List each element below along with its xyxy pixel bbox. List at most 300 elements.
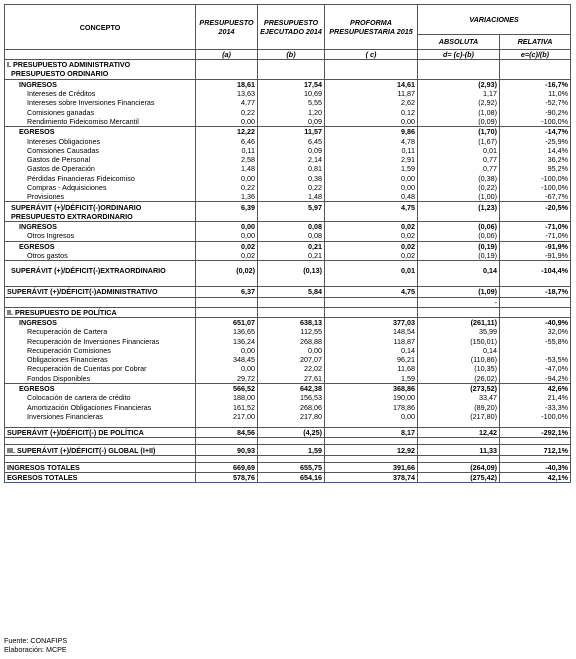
spacer-cell	[5, 438, 196, 445]
value-cell-d: 33,47	[418, 393, 500, 402]
table-row	[5, 183, 571, 192]
value-cell-e: 32,0%	[500, 327, 571, 336]
value-cell-b: 2,14	[258, 155, 325, 164]
row-label: Colocación de cartera de crédito	[5, 393, 196, 402]
value-cell-d: (1,70)	[418, 127, 500, 137]
row-label: EGRESOS	[5, 383, 196, 393]
value-cell-e: -18,7%	[500, 287, 571, 297]
spacer-cell	[5, 455, 196, 462]
value-cell-d: (26,02)	[418, 374, 500, 384]
header-proforma-2015: PROFORMA PRESUPUESTARIA 2015	[325, 5, 418, 50]
value-cell-c: 391,66	[325, 462, 418, 472]
value-cell-b: 655,75	[258, 462, 325, 472]
value-cell-b: 0,21	[258, 251, 325, 261]
value-cell-c: 96,21	[325, 355, 418, 364]
header-letter-e: e=(c)/(b)	[500, 50, 571, 60]
value-cell-b: 268,88	[258, 336, 325, 345]
value-cell-a: 13,63	[196, 89, 258, 98]
value-cell-a: 1,36	[196, 192, 258, 202]
value-cell-c: 377,03	[325, 317, 418, 327]
spacer-cell	[325, 455, 418, 462]
value-cell-b: (4,25)	[258, 428, 325, 438]
value-cell-e: 14,4%	[500, 146, 571, 155]
spacer-row	[5, 455, 571, 462]
value-cell-d: 12,42	[418, 428, 500, 438]
value-cell-d: (2,92)	[418, 98, 500, 107]
row-label: Recuperación Comisiones	[5, 346, 196, 355]
budget-table-container	[4, 4, 570, 483]
value-cell-c: 178,86	[325, 403, 418, 412]
value-cell-c	[325, 212, 418, 222]
table-row	[5, 89, 571, 98]
value-cell-d: (273,52)	[418, 383, 500, 393]
dash-cell: -	[418, 297, 500, 307]
value-cell-a: 188,00	[196, 393, 258, 402]
spacer-cell	[196, 438, 258, 445]
header-letter-a: (a)	[196, 50, 258, 60]
value-cell-c: 12,92	[325, 445, 418, 455]
footer	[4, 636, 67, 654]
value-cell-d	[418, 212, 500, 222]
table-row	[5, 174, 571, 183]
value-cell-d: (0,19)	[418, 241, 500, 251]
value-cell-c: 0,11	[325, 146, 418, 155]
value-cell-e: -20,5%	[500, 202, 571, 212]
table-row	[5, 251, 571, 261]
value-cell-e: -55,8%	[500, 336, 571, 345]
row-label: INGRESOS	[5, 317, 196, 327]
value-cell-d: (261,11)	[418, 317, 500, 327]
value-cell-a: 136,24	[196, 336, 258, 345]
value-cell-d: (10,35)	[418, 364, 500, 373]
value-cell-b: 1,48	[258, 192, 325, 202]
row-label: EGRESOS	[5, 127, 196, 137]
table-row	[5, 146, 571, 155]
table-row	[5, 212, 571, 222]
value-cell-c: 8,17	[325, 428, 418, 438]
value-cell-e: -40,3%	[500, 462, 571, 472]
value-cell-c: 118,87	[325, 336, 418, 345]
value-cell-b: 6,45	[258, 136, 325, 145]
value-cell-c	[325, 307, 418, 317]
value-cell-e: -100,0%	[500, 412, 571, 421]
row-label: SUPERÁVIT (+)/DÉFICIT(-)EXTRAORDINARIO	[5, 261, 196, 281]
value-cell-b: 0,09	[258, 146, 325, 155]
header-letter-c: ( c)	[325, 50, 418, 60]
value-cell-a: 217,00	[196, 412, 258, 421]
table-row	[5, 241, 571, 251]
value-cell-d: (1,09)	[418, 287, 500, 297]
value-cell-e	[500, 69, 571, 79]
table-row	[5, 317, 571, 327]
value-cell-e: -14,7%	[500, 127, 571, 137]
value-cell-a: 0,00	[196, 346, 258, 355]
spacer-cell	[196, 455, 258, 462]
row-label: Obligaciones Financieras	[5, 355, 196, 364]
value-cell-a: 18,61	[196, 79, 258, 89]
value-cell-a: 12,22	[196, 127, 258, 137]
value-cell-d: (217,80)	[418, 412, 500, 421]
spacer-cell	[418, 438, 500, 445]
table-row	[5, 364, 571, 373]
value-cell-b: 0,00	[258, 346, 325, 355]
value-cell-d: (0,38)	[418, 174, 500, 183]
value-cell-c: 1,59	[325, 374, 418, 384]
table-body	[5, 60, 571, 483]
value-cell-a: 136,65	[196, 327, 258, 336]
value-cell-c	[325, 60, 418, 70]
value-cell-b: 112,55	[258, 327, 325, 336]
value-cell-b: 217,80	[258, 412, 325, 421]
header-ejecutado-2014: PRESUPUESTO EJECUTADO 2014	[258, 5, 325, 50]
spacer-cell	[258, 438, 325, 445]
spacer-cell	[258, 455, 325, 462]
table-row	[5, 202, 571, 212]
value-cell-e: 712,1%	[500, 445, 571, 455]
table-row	[5, 355, 571, 364]
table-row	[5, 307, 571, 317]
value-cell-e	[500, 307, 571, 317]
table-row	[5, 222, 571, 232]
value-cell-c: 148,54	[325, 327, 418, 336]
value-cell-d: 35,99	[418, 327, 500, 336]
row-label: Comisiones ganadas	[5, 107, 196, 116]
value-cell-b	[258, 60, 325, 70]
footer-source: Fuente: CONAFIPS	[4, 636, 68, 645]
spacer-cell	[196, 297, 258, 307]
header-relativa: RELATIVA	[500, 34, 571, 49]
spacer-cell	[500, 438, 571, 445]
value-cell-e: -33,3%	[500, 403, 571, 412]
table-row	[5, 69, 571, 79]
value-cell-d: (110,86)	[418, 355, 500, 364]
value-cell-b: 207,07	[258, 355, 325, 364]
table-row	[5, 98, 571, 107]
spacer-cell	[325, 438, 418, 445]
table-row	[5, 393, 571, 402]
value-cell-d: 0,14	[418, 346, 500, 355]
table-row	[5, 231, 571, 241]
value-cell-a: 161,52	[196, 403, 258, 412]
value-cell-a: 4,77	[196, 98, 258, 107]
table-row	[5, 155, 571, 164]
value-cell-e: -94,2%	[500, 374, 571, 384]
budget-table	[4, 4, 571, 483]
table-row	[5, 127, 571, 137]
row-label: Gastos de Operación	[5, 164, 196, 173]
value-cell-d: (89,20)	[418, 403, 500, 412]
value-cell-a: 651,07	[196, 317, 258, 327]
value-cell-d	[418, 69, 500, 79]
value-cell-c: 4,75	[325, 202, 418, 212]
table-row	[5, 60, 571, 70]
value-cell-c: 1,59	[325, 164, 418, 173]
value-cell-d: (264,09)	[418, 462, 500, 472]
row-label: Gastos de Personal	[5, 155, 196, 164]
value-cell-d: (0,06)	[418, 231, 500, 241]
value-cell-b: 27,61	[258, 374, 325, 384]
row-label: Pérdidas Financieras Fideicomiso	[5, 174, 196, 183]
value-cell-e: -40,9%	[500, 317, 571, 327]
value-cell-d: (1,23)	[418, 202, 500, 212]
header-variaciones: VARIACIONES	[418, 5, 571, 35]
value-cell-d: 0,01	[418, 146, 500, 155]
value-cell-b	[258, 69, 325, 79]
spacer-cell	[500, 455, 571, 462]
value-cell-e: 11,0%	[500, 89, 571, 98]
value-cell-e	[500, 212, 571, 222]
value-cell-c: 0,01	[325, 261, 418, 281]
value-cell-d: (1,00)	[418, 192, 500, 202]
value-cell-d	[418, 60, 500, 70]
value-cell-b: 5,84	[258, 287, 325, 297]
value-cell-b	[258, 212, 325, 222]
value-cell-d	[418, 307, 500, 317]
row-label: SUPERÁVIT (+)/DÉFICIT(-)ADMINISTRATIVO	[5, 287, 196, 297]
value-cell-c: 0,02	[325, 222, 418, 232]
value-cell-b: 10,69	[258, 89, 325, 98]
table-row	[5, 261, 571, 281]
value-cell-c: 190,00	[325, 393, 418, 402]
value-cell-d: (0,22)	[418, 183, 500, 192]
value-cell-a: 29,72	[196, 374, 258, 384]
value-cell-e: 42,6%	[500, 383, 571, 393]
row-label: Provisiones	[5, 192, 196, 202]
row-label: INGRESOS	[5, 79, 196, 89]
table-row	[5, 383, 571, 393]
value-cell-a: 566,52	[196, 383, 258, 393]
row-label: III. SUPERÁVIT (+)/DÉFICIT(-) GLOBAL (I+II)	[5, 445, 196, 455]
row-label: Otros gastos	[5, 251, 196, 261]
spacer-cell	[500, 297, 571, 307]
value-cell-b: 0,08	[258, 222, 325, 232]
value-cell-a: (0,02)	[196, 261, 258, 281]
row-label: Amortización Obligaciones Financieras	[5, 403, 196, 412]
value-cell-a: 84,56	[196, 428, 258, 438]
row-label: Rendimiento Fideicomiso Mercantil	[5, 117, 196, 127]
spacer-cell	[418, 455, 500, 462]
value-cell-a	[196, 60, 258, 70]
value-cell-e: -47,0%	[500, 364, 571, 373]
row-label: Recuperación de Cartera	[5, 327, 196, 336]
value-cell-c: 4,78	[325, 136, 418, 145]
value-cell-c: 14,61	[325, 79, 418, 89]
header-letter-d: d= (c)-(b)	[418, 50, 500, 60]
value-cell-b: 22,02	[258, 364, 325, 373]
value-cell-e: -100,0%	[500, 174, 571, 183]
table-row	[5, 327, 571, 336]
row-label: II. PRESUPUESTO DE POLÍTICA	[5, 307, 196, 317]
value-cell-c: 0,00	[325, 117, 418, 127]
value-cell-c: 0,48	[325, 192, 418, 202]
value-cell-b: 1,20	[258, 107, 325, 116]
value-cell-c: 2,91	[325, 155, 418, 164]
value-cell-e: -52,7%	[500, 98, 571, 107]
value-cell-c: 0,02	[325, 251, 418, 261]
value-cell-c: 11,68	[325, 364, 418, 373]
table-row	[5, 79, 571, 89]
value-cell-a: 0,22	[196, 107, 258, 116]
value-cell-e: -91,9%	[500, 241, 571, 251]
value-cell-d: 11,33	[418, 445, 500, 455]
value-cell-c: 378,74	[325, 472, 418, 482]
value-cell-e: -67,7%	[500, 192, 571, 202]
value-cell-e: 95,2%	[500, 164, 571, 173]
value-cell-b: 0,38	[258, 174, 325, 183]
value-cell-a: 578,76	[196, 472, 258, 482]
row-label: Compras - Adquisiciones	[5, 183, 196, 192]
value-cell-b: 0,09	[258, 117, 325, 127]
value-cell-b: 5,55	[258, 98, 325, 107]
value-cell-b: 17,54	[258, 79, 325, 89]
value-cell-c: 0,00	[325, 174, 418, 183]
table-row	[5, 192, 571, 202]
value-cell-a: 0,02	[196, 251, 258, 261]
table-row	[5, 462, 571, 472]
footer-elaboration: Elaboración: MCPE	[4, 645, 67, 654]
row-label: SUPERÁVIT (+)/DÉFICIT(-) DE POLÍTICA	[5, 428, 196, 438]
row-label: INGRESOS TOTALES	[5, 462, 196, 472]
value-cell-a	[196, 212, 258, 222]
header-absoluta: ABSOLUTA	[418, 34, 500, 49]
value-cell-a: 2,58	[196, 155, 258, 164]
value-cell-b: 0,22	[258, 183, 325, 192]
spacer-cell	[258, 297, 325, 307]
value-cell-e: 21,4%	[500, 393, 571, 402]
value-cell-c: 0,02	[325, 241, 418, 251]
value-cell-b: 0,21	[258, 241, 325, 251]
value-cell-e: -100,0%	[500, 117, 571, 127]
value-cell-a: 669,69	[196, 462, 258, 472]
value-cell-a: 0,00	[196, 174, 258, 183]
row-label: Intereses Obligaciones	[5, 136, 196, 145]
row-label: Recuperación de Inversiones Financieras	[5, 336, 196, 345]
value-cell-b: 156,53	[258, 393, 325, 402]
table-row	[5, 117, 571, 127]
value-cell-e: -71,0%	[500, 222, 571, 232]
value-cell-e: 42,1%	[500, 472, 571, 482]
row-label: EGRESOS	[5, 241, 196, 251]
value-cell-e: -91,9%	[500, 251, 571, 261]
table-row	[5, 472, 571, 482]
value-cell-a: 0,00	[196, 231, 258, 241]
value-cell-b: 268,06	[258, 403, 325, 412]
value-cell-c: 368,86	[325, 383, 418, 393]
value-cell-d: (0,09)	[418, 117, 500, 127]
value-cell-a: 0,00	[196, 222, 258, 232]
value-cell-a: 0,02	[196, 241, 258, 251]
value-cell-a: 90,93	[196, 445, 258, 455]
value-cell-b: 5,97	[258, 202, 325, 212]
value-cell-a: 6,37	[196, 287, 258, 297]
spacer-row	[5, 438, 571, 445]
value-cell-d: 1,17	[418, 89, 500, 98]
row-label: Recuperación de Cuentas por Cobrar	[5, 364, 196, 373]
value-cell-e: -292,1%	[500, 428, 571, 438]
header-presupuesto-2014: PRESUPUESTO 2014	[196, 5, 258, 50]
value-cell-d: (275,42)	[418, 472, 500, 482]
table-row	[5, 287, 571, 297]
table-row	[5, 374, 571, 384]
table-row	[5, 428, 571, 438]
table-row	[5, 136, 571, 145]
row-label: Intereses de Créditos	[5, 89, 196, 98]
row-label: Inversiones Financieras	[5, 412, 196, 421]
spacer-cell	[5, 297, 196, 307]
table-row	[5, 164, 571, 173]
value-cell-b: 0,81	[258, 164, 325, 173]
value-cell-e	[500, 346, 571, 355]
value-cell-a	[196, 69, 258, 79]
header-letter-empty	[5, 50, 196, 60]
value-cell-e: -25,9%	[500, 136, 571, 145]
table-row	[5, 445, 571, 455]
value-cell-a: 348,45	[196, 355, 258, 364]
value-cell-a: 0,11	[196, 146, 258, 155]
value-cell-e: -90,2%	[500, 107, 571, 116]
value-cell-d: 0,77	[418, 164, 500, 173]
row-label: PRESUPUESTO EXTRAORDINARIO	[5, 212, 196, 222]
value-cell-b: 1,59	[258, 445, 325, 455]
value-cell-d: (150,01)	[418, 336, 500, 345]
value-cell-a: 0,00	[196, 117, 258, 127]
value-cell-e: -71,0%	[500, 231, 571, 241]
value-cell-c: 0,00	[325, 183, 418, 192]
row-label: PRESUPUESTO ORDINARIO	[5, 69, 196, 79]
value-cell-b: 11,57	[258, 127, 325, 137]
header-letter-b: (b)	[258, 50, 325, 60]
table-row	[5, 412, 571, 421]
row-label: INGRESOS	[5, 222, 196, 232]
value-cell-a: 6,46	[196, 136, 258, 145]
value-cell-b: 654,16	[258, 472, 325, 482]
value-cell-b: 642,38	[258, 383, 325, 393]
value-cell-b: 638,13	[258, 317, 325, 327]
value-cell-b: (0,13)	[258, 261, 325, 281]
table-row	[5, 403, 571, 412]
value-cell-c: 9,86	[325, 127, 418, 137]
value-cell-a: 6,39	[196, 202, 258, 212]
row-label: EGRESOS TOTALES	[5, 472, 196, 482]
value-cell-e: -16,7%	[500, 79, 571, 89]
value-cell-c: 0,14	[325, 346, 418, 355]
value-cell-e: -100,0%	[500, 183, 571, 192]
row-label: I. PRESUPUESTO ADMINISTRATIVO	[5, 60, 196, 70]
value-cell-d: (1,67)	[418, 136, 500, 145]
table-row	[5, 346, 571, 355]
row-label: Fondos Disponibles	[5, 374, 196, 384]
value-cell-c: 11,87	[325, 89, 418, 98]
value-cell-d: 0,14	[418, 261, 500, 281]
value-cell-d: (1,08)	[418, 107, 500, 116]
table-row	[5, 107, 571, 116]
value-cell-e: -53,5%	[500, 355, 571, 364]
header-concepto: CONCEPTO	[5, 5, 196, 50]
row-label: SUPERÁVIT (+)/DÉFICIT(-)ORDINARIO	[5, 202, 196, 212]
value-cell-b: 0,08	[258, 231, 325, 241]
value-cell-e: -104,4%	[500, 261, 571, 281]
value-cell-c: 0,00	[325, 412, 418, 421]
value-cell-d: 0,77	[418, 155, 500, 164]
value-cell-a: 0,00	[196, 364, 258, 373]
value-cell-a: 1,48	[196, 164, 258, 173]
value-cell-c: 4,75	[325, 287, 418, 297]
row-label: Comisiones Causadas	[5, 146, 196, 155]
value-cell-e: 36,2%	[500, 155, 571, 164]
spacer-cell	[325, 297, 418, 307]
value-cell-d: (0,19)	[418, 251, 500, 261]
row-label: Intereses sobre Inversiones Financieras	[5, 98, 196, 107]
